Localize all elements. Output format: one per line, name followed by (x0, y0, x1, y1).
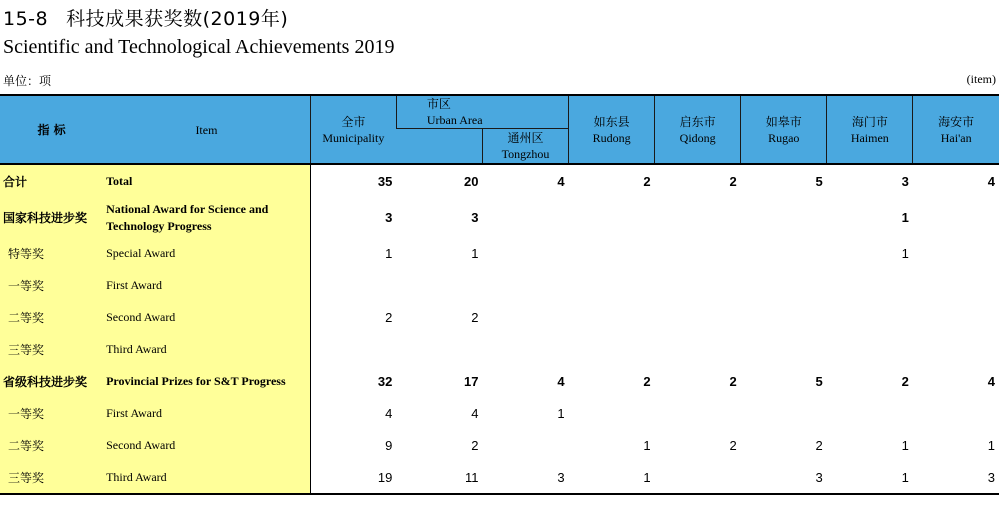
cell-value (569, 269, 655, 301)
header-col-urban-area: 市区 Urban Area (396, 95, 568, 129)
table-row (0, 365, 999, 397)
cell-value (741, 301, 827, 333)
table-number: 15-8 (3, 8, 49, 30)
cell-value (655, 461, 741, 494)
cell-value: 4 (913, 164, 999, 197)
row-label-cn: 二等奖 (0, 301, 103, 333)
cell-value: 1 (569, 461, 655, 494)
cell-value (741, 237, 827, 269)
cell-value: 20 (396, 164, 482, 197)
cell-value: 3 (471, 209, 479, 225)
page-title-en: Scientific and Technological Achievements 2019 (3, 36, 395, 58)
table-row (0, 333, 999, 365)
cell-value: 2 (815, 437, 823, 453)
table-row (0, 269, 999, 301)
row-label-cn: 合计 (0, 164, 103, 197)
title-cn-text: 科技成果获奖数(2019年) (66, 8, 289, 30)
cell-value (913, 397, 999, 429)
cell-value: 4 (482, 164, 568, 197)
header-item: Item (103, 95, 310, 164)
cell-value (913, 197, 999, 237)
cell-value (569, 237, 655, 269)
cell-value: 1 (643, 437, 651, 453)
cell-value: 17 (463, 373, 479, 389)
cell-value (655, 333, 741, 365)
unit-label-cn: 单位：项 (3, 74, 52, 88)
header-col-rugao: 如皋市 Rugao (741, 95, 827, 164)
row-label-cn: 一等奖 (0, 397, 103, 429)
table-row (0, 429, 999, 461)
cell-value (396, 333, 482, 365)
cell-value: 32 (377, 373, 393, 389)
cell-value: 1 (471, 245, 479, 261)
cell-value (482, 333, 568, 365)
header-col-rudong: 如东县 Rudong (569, 95, 655, 164)
table-row (0, 461, 999, 494)
cell-value: 4 (471, 405, 479, 421)
header-col-tongzhou: 通州区 Tongzhou (482, 129, 568, 165)
cell-value (396, 269, 482, 301)
cell-value (913, 269, 999, 301)
cell-value: 11 (396, 461, 482, 494)
row-label-en: First Award (103, 269, 310, 301)
data-table (0, 94, 999, 495)
cell-value: 1 (987, 437, 995, 453)
cell-value: 2 (729, 373, 737, 389)
cell-value (569, 333, 655, 365)
row-label-en: Second Award (103, 429, 310, 461)
cell-value: 35 (310, 164, 396, 197)
table-row (0, 197, 999, 237)
cell-value (569, 301, 655, 333)
cell-value (827, 269, 913, 301)
cell-value: 4 (385, 405, 393, 421)
header-col-haian: 海安市 Hai'an (913, 95, 999, 164)
cell-value: 3 (482, 461, 568, 494)
header-indicator: 指 标 (0, 95, 103, 164)
cell-value: 19 (310, 461, 396, 494)
cell-value: 4 (987, 373, 995, 389)
cell-value: 2 (643, 373, 651, 389)
row-label-en: Second Award (103, 301, 310, 333)
cell-value: 2 (729, 437, 737, 453)
cell-value: 1 (557, 405, 565, 421)
cell-value: 4 (557, 373, 565, 389)
cell-value (569, 397, 655, 429)
cell-value: 3 (741, 461, 827, 494)
cell-value (655, 237, 741, 269)
cell-value (482, 429, 568, 461)
page-title-cn (3, 4, 288, 31)
cell-value (827, 333, 913, 365)
header-col-municipality: 全市 Municipality (310, 95, 396, 164)
cell-value: 1 (901, 209, 909, 225)
header-col-haimen: 海门市 Haimen (827, 95, 913, 164)
row-label-cn: 二等奖 (0, 429, 103, 461)
row-label-cn: 国家科技进步奖 (0, 197, 103, 237)
cell-value (741, 397, 827, 429)
cell-value: 1 (901, 437, 909, 453)
table-body (0, 164, 999, 494)
cell-value: 3 (827, 164, 913, 197)
row-label-en: First Award (103, 397, 310, 429)
header-spacer (396, 129, 482, 165)
row-label-cn: 一等奖 (0, 269, 103, 301)
cell-value (310, 333, 396, 365)
table-row (0, 397, 999, 429)
row-label-cn: 三等奖 (0, 461, 103, 494)
cell-value (913, 333, 999, 365)
table-row (0, 301, 999, 333)
cell-value: 3 (385, 209, 393, 225)
cell-value: 3 (913, 461, 999, 494)
cell-value: 2 (385, 309, 393, 325)
cell-value: 2 (655, 164, 741, 197)
cell-value (741, 197, 827, 237)
row-label-en: National Award for Science and Technology Progress (103, 197, 310, 237)
cell-value: 5 (741, 164, 827, 197)
cell-value: 2 (569, 164, 655, 197)
cell-value (827, 301, 913, 333)
cell-value (741, 333, 827, 365)
row-label-en: Third Award (103, 461, 310, 494)
row-label-en: Special Award (103, 237, 310, 269)
row-label-cn: 特等奖 (0, 237, 103, 269)
cell-value (655, 397, 741, 429)
row-label-cn: 省级科技进步奖 (0, 365, 103, 397)
cell-value: 1 (385, 245, 393, 261)
row-label-en: Third Award (103, 333, 310, 365)
table-row (0, 164, 999, 197)
cell-value (913, 301, 999, 333)
cell-value (655, 301, 741, 333)
cell-value (482, 269, 568, 301)
cell-value: 1 (901, 245, 909, 261)
cell-value (482, 301, 568, 333)
cell-value: 2 (901, 373, 909, 389)
cell-value (655, 269, 741, 301)
cell-value (741, 269, 827, 301)
cell-value (569, 197, 655, 237)
cell-value (310, 269, 396, 301)
cell-value: 2 (471, 309, 479, 325)
table-row (0, 237, 999, 269)
cell-value: 1 (827, 461, 913, 494)
cell-value (482, 197, 568, 237)
cell-value: 2 (471, 437, 479, 453)
header-col-qidong: 启东市 Qidong (655, 95, 741, 164)
row-label-en: Total (103, 164, 310, 197)
cell-value (655, 197, 741, 237)
cell-value (482, 237, 568, 269)
row-label-cn: 三等奖 (0, 333, 103, 365)
cell-value (827, 397, 913, 429)
cell-value: 5 (815, 373, 823, 389)
cell-value (913, 237, 999, 269)
row-label-en: Provincial Prizes for S&T Progress (103, 365, 310, 397)
cell-value: 9 (385, 437, 393, 453)
unit-label-en: (item) (966, 72, 996, 86)
